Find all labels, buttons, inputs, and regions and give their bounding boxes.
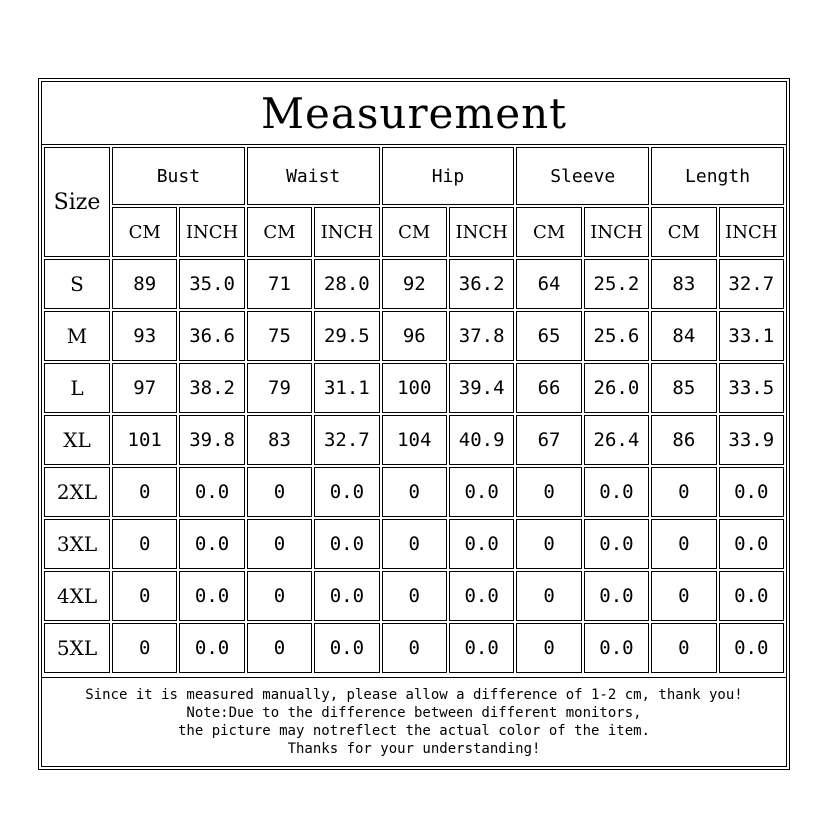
notes [42,677,786,766]
title-row [42,82,786,145]
table-cell: 38.2 [179,363,244,413]
table-cell: 0 [112,467,177,517]
table-cell: 0 [651,519,716,569]
table-cell: 0 [651,571,716,621]
table-cell: 83 [651,259,716,309]
table-cell: 0.0 [719,467,784,517]
group-header-waist: Waist [247,147,380,205]
table-cell: 26.4 [584,415,649,465]
size-label: 4XL [44,571,110,621]
table-cell: 25.2 [584,259,649,309]
table-cell: 65 [516,311,581,361]
note-line: the picture may notreflect the actual color of the item. [177,723,650,739]
table-cell: 67 [516,415,581,465]
unit-header-hip-inch: INCH [449,207,514,257]
table-row [44,259,784,309]
table-cell: 0.0 [449,623,514,673]
table-cell: 0 [112,519,177,569]
table-cell: 33.9 [719,415,784,465]
table-cell: 0 [651,467,716,517]
table-cell: 64 [516,259,581,309]
table-cell: 0.0 [314,623,379,673]
table-cell: 36.6 [179,311,244,361]
table-cell: 26.0 [584,363,649,413]
table-cell: 84 [651,311,716,361]
note-line: Since it is measured manually, please allow a difference of 1-2 cm, thank you! [85,687,743,703]
table-cell: 40.9 [449,415,514,465]
table-cell: 101 [112,415,177,465]
table-cell: 71 [247,259,312,309]
size-label: 5XL [44,623,110,673]
table-cell: 0.0 [719,519,784,569]
table-cell: 0 [247,623,312,673]
table-cell: 83 [247,415,312,465]
table-cell: 28.0 [314,259,379,309]
size-label: 3XL [44,519,110,569]
table-cell: 0.0 [449,519,514,569]
table-cell: 86 [651,415,716,465]
table-cell: 92 [382,259,447,309]
chart-title: Measurement [260,88,568,138]
table-cell: 0 [651,623,716,673]
table-row [44,363,784,413]
size-label: XL [44,415,110,465]
size-table [42,145,786,675]
unit-header-sleeve-inch: INCH [584,207,649,257]
size-label: M [44,311,110,361]
table-cell: 0 [382,571,447,621]
note-line: Note:Due to the difference between different monitors, [186,705,642,721]
table-cell: 39.8 [179,415,244,465]
table-cell: 0 [516,571,581,621]
table-cell: 0.0 [314,519,379,569]
table-cell: 0 [516,467,581,517]
table-cell: 0 [112,623,177,673]
table-cell: 66 [516,363,581,413]
table-cell: 75 [247,311,312,361]
table-row [44,519,784,569]
note-line: Thanks for your understanding! [287,741,541,757]
table-cell: 0 [382,623,447,673]
table-cell: 35.0 [179,259,244,309]
unit-header-length-inch: INCH [719,207,784,257]
table-cell: 0.0 [719,623,784,673]
table-row [44,415,784,465]
group-header-length: Length [651,147,784,205]
table-row [44,571,784,621]
table-cell: 79 [247,363,312,413]
table-cell: 100 [382,363,447,413]
table-cell: 0 [516,623,581,673]
group-header-sleeve: Sleeve [516,147,649,205]
measurement-chart [38,78,790,770]
table-cell: 39.4 [449,363,514,413]
size-column-header: Size [44,147,110,257]
table-cell: 0 [247,519,312,569]
table-cell: 0 [382,519,447,569]
table-cell: 0.0 [179,571,244,621]
table-cell: 0.0 [314,467,379,517]
table-cell: 0.0 [449,467,514,517]
table-cell: 29.5 [314,311,379,361]
table-cell: 36.2 [449,259,514,309]
size-label: L [44,363,110,413]
table-cell: 33.1 [719,311,784,361]
unit-header-bust-inch: INCH [179,207,244,257]
unit-header-bust-cm: CM [112,207,177,257]
group-header-hip: Hip [382,147,515,205]
table-row [44,623,784,673]
table-cell: 0.0 [584,623,649,673]
table-cell: 0.0 [179,467,244,517]
table-cell: 0.0 [449,571,514,621]
table-row [44,467,784,517]
unit-header-sleeve-cm: CM [516,207,581,257]
table-cell: 89 [112,259,177,309]
table-cell: 0.0 [179,623,244,673]
unit-header-length-cm: CM [651,207,716,257]
table-cell: 0 [516,519,581,569]
table-cell: 0.0 [584,467,649,517]
table-cell: 93 [112,311,177,361]
table-row [44,311,784,361]
table-cell: 104 [382,415,447,465]
table-cell: 31.1 [314,363,379,413]
size-label: S [44,259,110,309]
table-cell: 32.7 [314,415,379,465]
table-cell: 97 [112,363,177,413]
table-cell: 0.0 [584,519,649,569]
table-cell: 0 [382,467,447,517]
table-cell: 0.0 [314,571,379,621]
table-cell: 33.5 [719,363,784,413]
group-header-bust: Bust [112,147,245,205]
size-label: 2XL [44,467,110,517]
table-cell: 0.0 [179,519,244,569]
unit-header-hip-cm: CM [382,207,447,257]
unit-header-waist-cm: CM [247,207,312,257]
unit-header-waist-inch: INCH [314,207,379,257]
table-cell: 25.6 [584,311,649,361]
table-cell: 37.8 [449,311,514,361]
table-cell: 0 [247,467,312,517]
table-cell: 85 [651,363,716,413]
table-cell: 0.0 [584,571,649,621]
table-cell: 96 [382,311,447,361]
table-cell: 32.7 [719,259,784,309]
table-cell: 0 [247,571,312,621]
table-cell: 0.0 [719,571,784,621]
measurement-chart-inner [41,81,787,767]
table-cell: 0 [112,571,177,621]
